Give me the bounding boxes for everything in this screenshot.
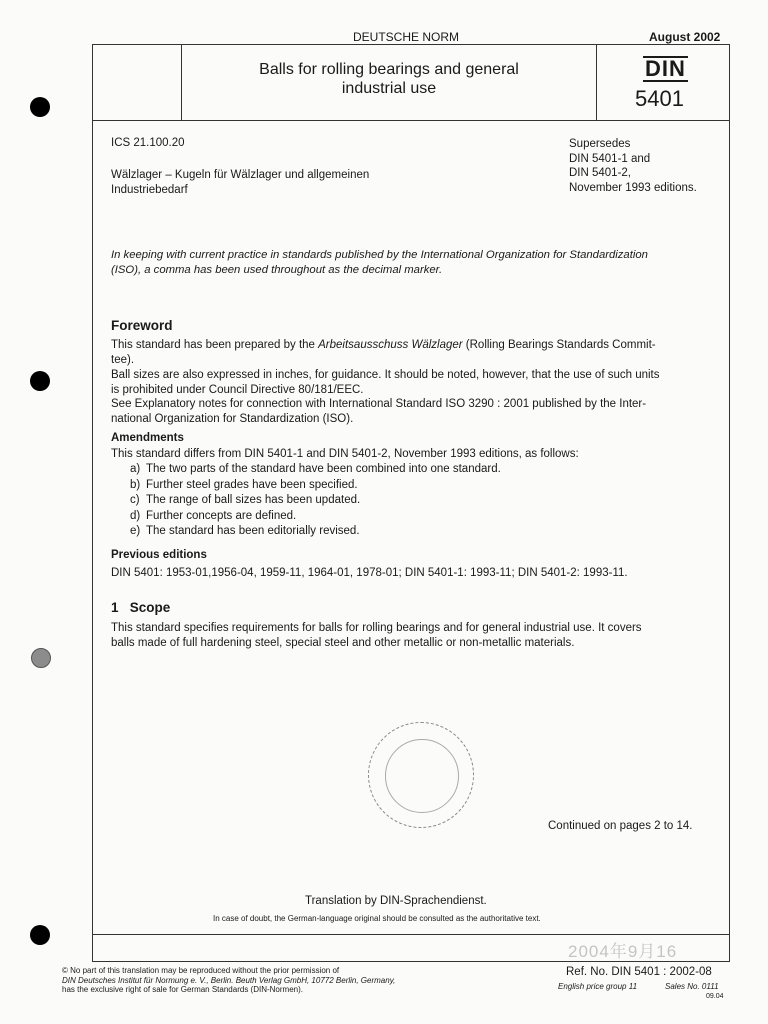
din-logo: DIN bbox=[645, 56, 686, 81]
amendments-heading: Amendments bbox=[111, 432, 184, 444]
list-item bbox=[130, 478, 501, 494]
punch-hole bbox=[31, 648, 51, 668]
list-marker: c) bbox=[130, 494, 140, 506]
supersedes-line: DIN 5401-1 and bbox=[569, 152, 651, 165]
frame-left bbox=[92, 44, 93, 962]
frame-top bbox=[92, 44, 730, 45]
list-item-text: The standard has been editorially revised. bbox=[146, 525, 360, 537]
supersedes-line: November 1993 editions. bbox=[569, 181, 697, 194]
amendments-intro: This standard differs from DIN 5401-1 and DIN 5401-2, November 1993 editions, as follows: bbox=[111, 448, 579, 460]
reference-number: Ref. No. DIN 5401 : 2002-08 bbox=[566, 966, 712, 978]
list-item bbox=[130, 493, 501, 509]
foreword-text: (Rolling Bearings Standards Commit- bbox=[462, 339, 656, 351]
foreword-text: This standard has been prepared by the bbox=[111, 339, 319, 351]
list-item bbox=[130, 524, 501, 540]
list-item-text: The two parts of the standard have been combined into one standard. bbox=[146, 463, 501, 475]
foreword-text: Ball sizes are also expressed in inches, for guidance. It should be noted, however, that the use of such units bbox=[111, 369, 660, 381]
note-line: In keeping with current practice in standards published by the International Organization for Standardization bbox=[111, 249, 648, 261]
punch-hole bbox=[30, 97, 50, 117]
committee-name: Arbeitsausschuss Wälzlager bbox=[318, 339, 463, 351]
list-item-text: The range of ball sizes has been updated. bbox=[146, 494, 361, 506]
list-marker: e) bbox=[130, 525, 141, 537]
footer-divider bbox=[92, 934, 730, 935]
header-divider bbox=[92, 120, 730, 121]
header-col-right bbox=[596, 44, 597, 120]
foreword-text: tee). bbox=[111, 353, 135, 366]
issue-date: August 2002 bbox=[649, 30, 721, 44]
list-marker: a) bbox=[130, 463, 141, 475]
foreword-paragraph-1 bbox=[111, 338, 656, 367]
note-line: (ISO), a comma has been used throughout as the decimal marker. bbox=[111, 263, 443, 276]
list-item-text: Further concepts are defined. bbox=[146, 509, 297, 522]
din-number: 5401 bbox=[635, 86, 684, 111]
foreword-text: national Organization for Standardization (ISO). bbox=[111, 412, 354, 425]
section-title: Scope bbox=[129, 600, 171, 615]
supersedes-line: Supersedes bbox=[569, 138, 631, 150]
ics-code: ICS 21.100.20 bbox=[111, 137, 185, 149]
previous-editions-heading: Previous editions bbox=[111, 549, 207, 561]
scope-heading bbox=[111, 600, 170, 615]
authoritative-text-note: In case of doubt, the German-language original should be consulted as the authoritative text. bbox=[213, 914, 541, 923]
list-marker: d) bbox=[130, 509, 141, 522]
copyright-line: DIN Deutsches Institut für Normung e. V., Berlin. Beuth Verlag GmbH, 10772 Berlin, Germany, bbox=[62, 975, 396, 985]
german-title bbox=[111, 168, 369, 197]
punch-hole bbox=[30, 925, 50, 945]
list-item bbox=[130, 509, 501, 525]
title-line: Balls for rolling bearings and general bbox=[259, 61, 519, 78]
price-group: English price group 11 bbox=[558, 982, 638, 991]
amendments-list bbox=[130, 462, 501, 540]
library-stamp bbox=[368, 722, 474, 828]
list-item bbox=[130, 462, 501, 478]
copyright-notice bbox=[62, 966, 395, 995]
norm-label: DEUTSCHE NORM bbox=[353, 30, 460, 44]
copyright-line: has the exclusive right of sale for German Standards (DIN-Normen). bbox=[62, 985, 303, 994]
foreword-text: is prohibited under Council Directive 80/181/EEC. bbox=[111, 383, 364, 396]
sales-number: Sales No. 0111 bbox=[665, 982, 719, 991]
translation-credit: Translation by DIN-Sprachendienst. bbox=[305, 895, 487, 907]
german-title-line: Wälzlager – Kugeln für Wälzlager und allgemeinen bbox=[111, 169, 370, 181]
continued-note: Continued on pages 2 to 14. bbox=[548, 820, 693, 832]
german-title-line: Industriebedarf bbox=[111, 183, 188, 196]
supersedes-line: DIN 5401-2, bbox=[569, 167, 632, 179]
foreword-heading: Foreword bbox=[111, 318, 173, 333]
foreword-paragraph-3 bbox=[111, 397, 646, 426]
foreword-text: See Explanatory notes for connection with International Standard ISO 3290 : 2001 published by the Inter- bbox=[111, 398, 647, 410]
foreword-paragraph-2 bbox=[111, 368, 660, 397]
punch-hole bbox=[30, 371, 50, 391]
section-number: 1 bbox=[111, 600, 119, 615]
supersedes-block bbox=[569, 137, 697, 195]
list-marker: b) bbox=[130, 478, 141, 491]
received-date-stamp: 2004年9月16 bbox=[568, 942, 678, 961]
scope-text: This standard specifies requirements for balls for rolling bearings and for general industrial use. It covers bbox=[111, 622, 642, 634]
decimal-marker-note bbox=[111, 248, 648, 277]
title-line: industrial use bbox=[341, 80, 437, 97]
scope-paragraph bbox=[111, 621, 642, 650]
scope-text: balls made of full hardening steel, special steel and other metallic or non-metallic materials. bbox=[111, 636, 575, 649]
library-stamp-ring bbox=[385, 739, 459, 813]
document-code: 09.04 bbox=[706, 993, 724, 1000]
list-item-text: Further steel grades have been specified. bbox=[146, 478, 358, 491]
frame-right bbox=[729, 44, 730, 962]
copyright-line: © No part of this translation may be reproduced without the prior permission of bbox=[62, 966, 340, 975]
previous-editions-text: DIN 5401: 1953-01,1956-04, 1959-11, 1964-01, 1978-01; DIN 5401-1: 1993-11; DIN 5401-2: 1993-11. bbox=[111, 567, 628, 579]
document-title bbox=[182, 60, 596, 98]
